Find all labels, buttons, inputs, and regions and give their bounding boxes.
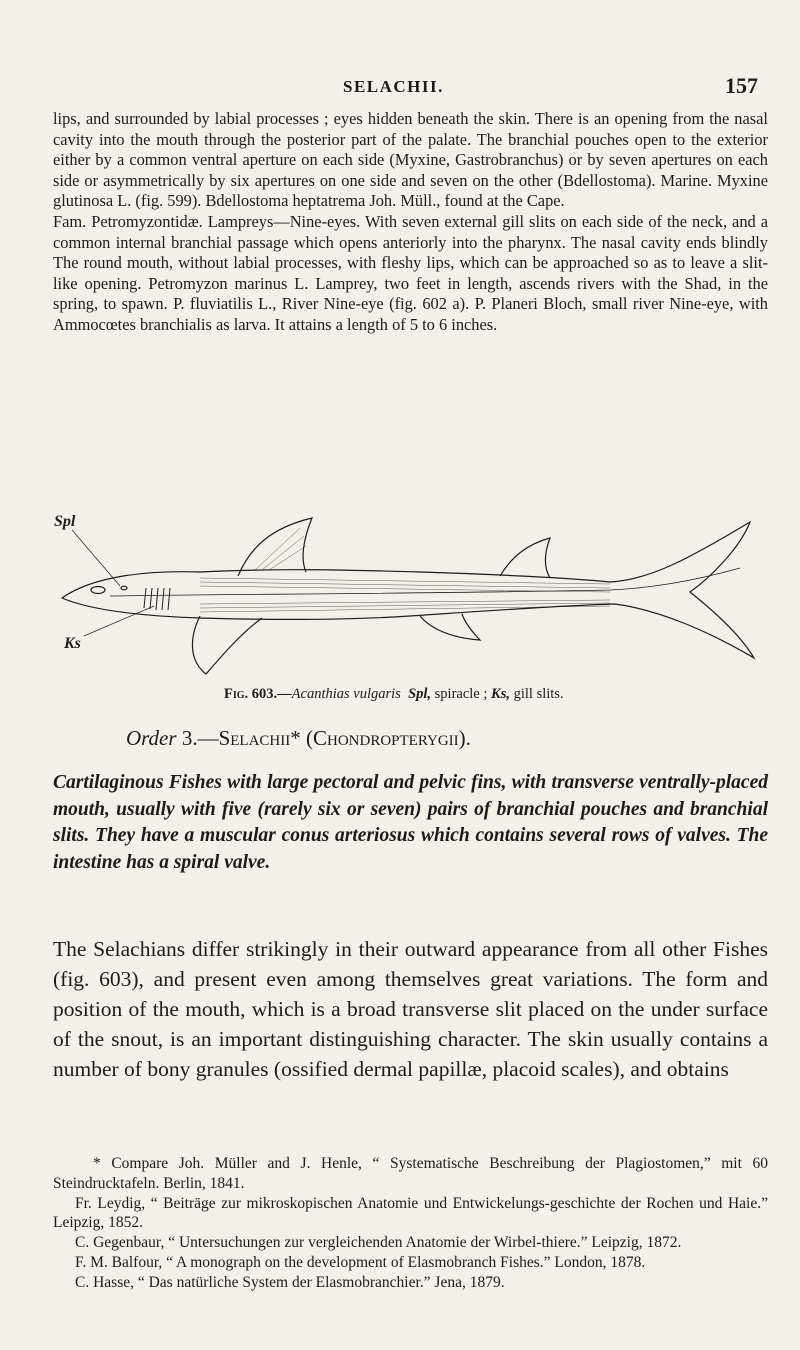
order-heading — [126, 726, 471, 751]
second-dorsal-fin — [500, 538, 550, 578]
caption-ks-text: gill slits. — [509, 686, 564, 702]
caption-species: Acanthias vulgaris — [291, 686, 401, 702]
order-prefix: Order — [126, 726, 177, 750]
figure-shark — [50, 508, 770, 678]
body-text — [53, 109, 768, 336]
shark-body-outline — [62, 522, 754, 658]
shark-illustration — [50, 508, 770, 678]
order-diagnosis: Cartilaginous Fishes with large pectoral and pelvic fins, with transverse ventrally-placed mouth, usually with five (rarely six or seven) pairs of branchial pouches and branchial slits. They have a muscular conus arteriosus which contains several rows of valves. The intestine has a spiral valve. — [53, 772, 768, 873]
footnote-item: C. Gegenbaur, “ Untersuchungen zur vergleichenden Anatomie der Wirbel-thiere.” Leipzig, 1872. — [75, 1234, 682, 1252]
footnote-item: F. M. Balfour, “ A monograph on the development of Elasmobranch Fishes.” London, 1878. — [75, 1253, 646, 1271]
figure-caption — [224, 686, 564, 703]
pectoral-fin — [192, 616, 262, 674]
spiracle — [121, 586, 127, 590]
order-number: 3.— — [176, 726, 219, 750]
footnotes — [53, 1154, 768, 1293]
eye — [91, 587, 105, 594]
paragraph-myxine: lips, and surrounded by labial processes ; eyes hidden beneath the skin. There is an opening from the nasal cavity into the mouth through the posterior part of the palate. The branchial pouches open to the exterior either by a common ventral aperture on each side (Myxine, Gastrobranchus) or by seven apertures on each side or asymmetrically by six apertures on one side and seven on the other (Bdellostoma). Marine. Myxine glutinosa L. (fig. 599). Bdellostoma heptatrema Joh. Müll., found at the Cape. — [53, 109, 768, 211]
main-paragraph: The Selachians differ strikingly in their outward appearance from all other Fishes (fig. 603), and present even among themselves great variations. The form and position of the mouth, which is a broad transverse slit placed on the under surface of the snout, is an important distinguishing character. The skin usually contains a number of bony granules (ossified dermal papillæ, placoid scales), and obtains — [53, 937, 768, 1081]
footnote-item: C. Hasse, “ Das natürliche System der Elasmobranchier.” Jena, 1879. — [75, 1273, 505, 1291]
footnote-item: * Compare Joh. Müller and J. Henle, “ Systematische Beschreibung der Plagiostomen,” mit 60 Steindrucktafeln. Berlin, 1841. — [53, 1155, 768, 1192]
running-title: SELACHII. — [343, 77, 444, 96]
footnote-item: Fr. Leydig, “ Beiträge zur mikroskopischen Anatomie und Entwickelungs-geschichte der Rochen und Haie.” Leipzig, 1852. — [53, 1194, 768, 1232]
order-alt-name: (Chondropterygii). — [300, 726, 471, 750]
caption-ks-abbrev: Ks, — [491, 686, 510, 702]
paragraph-petromyzontidae: Fam. Petromyzontidæ. Lampreys—Nine-eyes. With seven external gill slits on each side of the neck, and a common internal branchial passage which opens anteriorly into the pharynx. The nasal cavity ends blindly The round mouth, without labial processes, with fleshy lips, which can be approached so as to leave a slit-like opening. Petromyzon marinus L. Lamprey, two feet in length, ascends rivers with the Shad, in the spring, to spawn. P. fluviatilis L., River Nine-eye (fig. 602 a). P. Planeri Bloch, small river Nine-eye, with Ammocœtes branchialis as larva. It attains a length of 5 to 6 inches. — [53, 211, 768, 334]
label-spl: Spl — [54, 513, 76, 530]
first-dorsal-fin — [238, 518, 312, 576]
ks-pointer — [84, 606, 154, 636]
spl-pointer — [72, 530, 120, 586]
order-name: Selachii* — [218, 726, 301, 750]
gill-slits — [144, 588, 170, 610]
caption-prefix: Fig. 603.— — [224, 686, 292, 702]
caption-spl-text: spiracle ; — [431, 686, 492, 702]
page-header — [0, 73, 800, 103]
pelvic-fin — [420, 614, 480, 640]
label-ks: Ks — [64, 635, 81, 652]
caption-spl-abbrev: Spl, — [408, 686, 432, 702]
page-number: 157 — [725, 73, 758, 98]
